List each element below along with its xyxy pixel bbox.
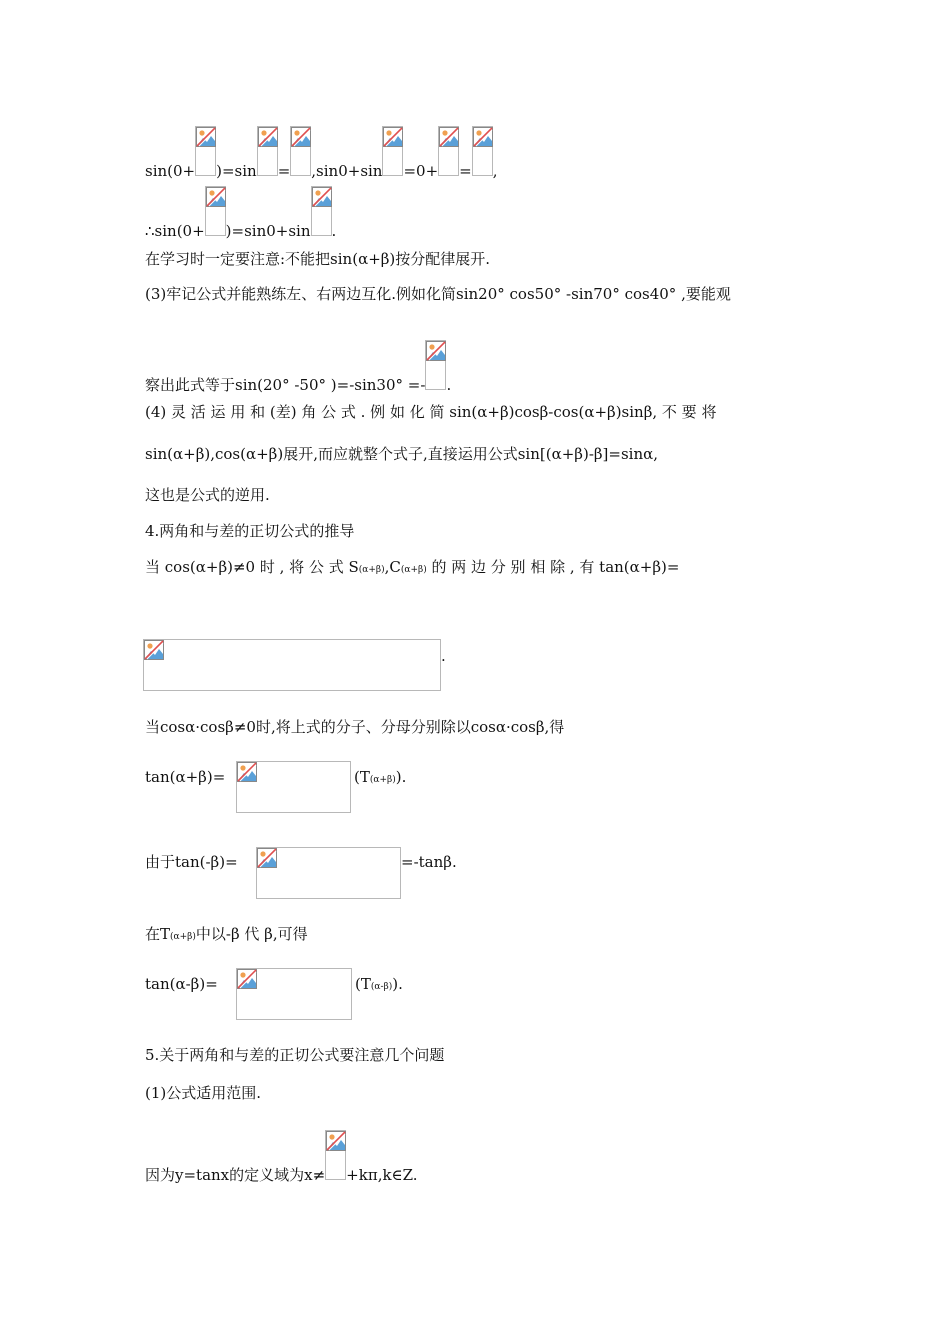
paragraph-3: (3)牢记公式并能熟练左、右两边互化.例如化简sin20° cos50° -sin70° cos40° ,要能观 (145, 285, 731, 303)
text: (T (354, 768, 370, 786)
text: )=sin0+sin (225, 222, 311, 240)
label-T-diff (355, 974, 403, 997)
broken-image-icon (326, 1131, 346, 1151)
paragraph-derivation (145, 557, 679, 580)
equation-line-1 (145, 126, 498, 181)
label-tan-sum: tan(α+β)= (145, 768, 226, 786)
formula-image (425, 340, 446, 390)
text: 中以-β 代 β,可得 (195, 925, 308, 943)
broken-image-icon (257, 848, 277, 868)
subscript: (α+β) (400, 565, 427, 575)
text: 当 cos(α+β)≠0 时 , 将 公 式 S (145, 558, 359, 576)
broken-image-icon (426, 341, 446, 361)
subscript: (α-β) (370, 982, 393, 992)
formula-image (382, 126, 403, 176)
paragraph-4-end: 这也是公式的逆用. (145, 486, 270, 504)
text: , (492, 162, 498, 180)
paragraph-domain (145, 1130, 418, 1185)
text: ,C (384, 558, 401, 576)
text: = (459, 162, 472, 180)
broken-image-icon (312, 187, 332, 207)
section-4-heading: 4.两角和与差的正切公式的推导 (145, 522, 355, 540)
text: ∴sin(0+ (145, 222, 205, 240)
paragraph-4-cont: sin(α+β),cos(α+β)展开,而应就整个式子,直接运用公式sin[(α+β)-β]=sinα, (145, 445, 659, 463)
text: ,sin0+sin (311, 162, 383, 180)
text: 的 两 边 分 别 相 除 , 有 tan(α+β)= (426, 558, 680, 576)
formula-image (290, 126, 311, 176)
text: (T (355, 975, 371, 993)
broken-image-icon (258, 127, 278, 147)
formula-image-wide (143, 639, 441, 691)
formula-image (325, 1130, 346, 1180)
formula-image-tan-diff (236, 968, 352, 1020)
formula-image (472, 126, 493, 176)
section-5-heading: 5.关于两角和与差的正切公式要注意几个问题 (145, 1046, 445, 1064)
broken-image-icon (439, 127, 459, 147)
broken-image-icon (473, 127, 493, 147)
paragraph-substitute (145, 924, 308, 947)
broken-image-icon (383, 127, 403, 147)
broken-image-icon (144, 640, 164, 660)
text-neg-tan: =-tanβ. (401, 853, 457, 871)
label-T-sum (354, 767, 406, 790)
subscript: (α+β) (170, 932, 196, 942)
subscript: (α+β) (369, 775, 396, 785)
formula-image-tan-sum (236, 761, 351, 813)
broken-image-icon (196, 127, 216, 147)
subsection-1: (1)公式适用范围. (145, 1084, 262, 1102)
broken-image-icon (237, 762, 257, 782)
paragraph-note: 在学习时一定要注意:不能把sin(α+β)按分配律展开. (145, 250, 491, 268)
broken-image-icon (206, 187, 226, 207)
subscript: (α+β) (358, 565, 385, 575)
formula-image (438, 126, 459, 176)
text: )=sin (216, 162, 257, 180)
broken-image-icon (291, 127, 311, 147)
text: = (277, 162, 291, 180)
formula-image (205, 186, 226, 236)
text: . (331, 222, 337, 240)
broken-image-icon (237, 969, 257, 989)
equation-line-2 (145, 186, 336, 241)
text: +kπ,k∈Z. (346, 1166, 418, 1184)
label-tan-diff: tan(α-β)= (145, 975, 218, 993)
label-tan-neg: 由于tan(-β)= (145, 853, 238, 871)
formula-image (257, 126, 278, 176)
formula-image-tan-neg (256, 847, 401, 899)
text: ). (392, 975, 403, 993)
formula-image (311, 186, 332, 236)
text: =0+ (403, 162, 439, 180)
paragraph-4: (4) 灵 活 运 用 和 (差) 角 公 式 . 例 如 化 简 sin(α+β)cosβ-cos(α+β)sinβ, 不 要 将 (145, 403, 717, 421)
text: 因为y=tanx的定义域为x≠ (145, 1166, 326, 1184)
text: 在T (145, 925, 171, 943)
paragraph-divide: 当cosα·cosβ≠0时,将上式的分子、分母分别除以cosα·cosβ,得 (145, 718, 565, 736)
text: 察出此式等于sin(20° -50° )=-sin30° =- (145, 376, 426, 394)
text: . (446, 376, 452, 394)
text: ). (395, 768, 407, 786)
period: . (441, 647, 446, 665)
paragraph-3-cont (145, 340, 451, 395)
text: sin(0+ (145, 162, 196, 180)
formula-image (195, 126, 216, 176)
